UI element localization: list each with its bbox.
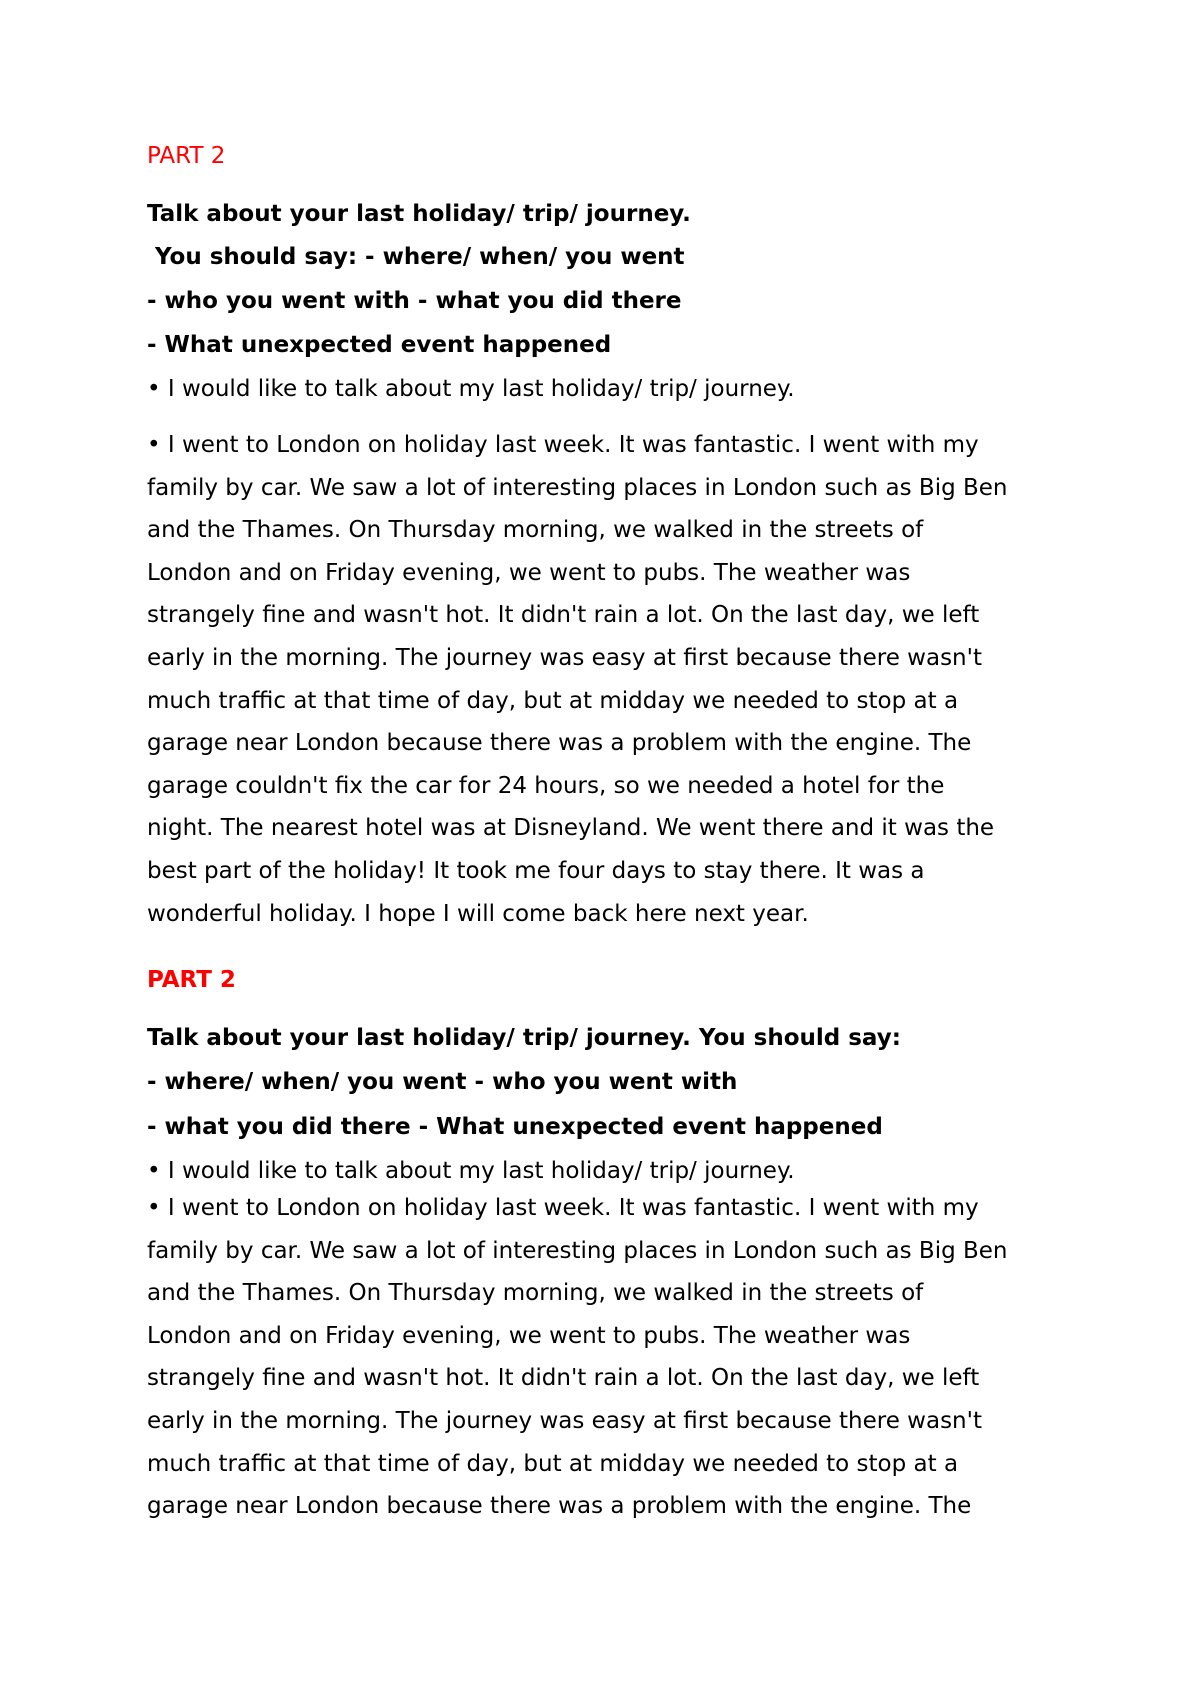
answer-line: garage near London because there was a problem with the engine. The [147, 1493, 972, 1520]
answer-line: garage couldn't fix the car for 24 hours, so we needed a hotel for the [147, 772, 945, 799]
answer-line: best part of the holiday! It took me four days to stay there. It was a [147, 857, 925, 884]
answer-line: strangely fine and wasn't hot. It didn't rain a lot. On the last day, we left [147, 602, 980, 629]
answer-line: early in the morning. The journey was easy at first because there wasn't [147, 644, 982, 671]
answer-line: London and on Friday evening, we went to pubs. The weather was [147, 559, 911, 586]
section1-prompt-line: - What unexpected event happened [147, 332, 612, 358]
section2-prompt-line: - where/ when/ you went - who you went with [147, 1069, 738, 1095]
answer-line: and the Thames. On Thursday morning, we walked in the streets of [147, 1280, 924, 1307]
answer-line: early in the morning. The journey was easy at first because there wasn't [147, 1407, 982, 1434]
answer-line: London and on Friday evening, we went to pubs. The weather was [147, 1322, 911, 1349]
section1-heading: PART 2 [147, 143, 226, 169]
section2-heading: PART 2 [147, 967, 236, 993]
section1-answer [147, 424, 1008, 935]
section1-prompt-line: You should say: - where/ when/ you went [147, 244, 685, 270]
answer-line: • I went to London on holiday last week. It was fantastic. I went with my [147, 432, 979, 458]
section1-prompt-line: - who you went with - what you did there [147, 288, 682, 314]
answer-line: wonderful holiday. I hope I will come back here next year. [147, 900, 809, 927]
answer-line: much traffic at that time of day, but at midday we needed to stop at a [147, 687, 959, 714]
section2-answer [147, 1187, 1008, 1528]
answer-line: and the Thames. On Thursday morning, we walked in the streets of [147, 517, 924, 544]
answer-line: • I went to London on holiday last week. It was fantastic. I went with my [147, 1195, 979, 1221]
section2-intro: • I would like to talk about my last holiday/ trip/ journey. [147, 1158, 795, 1184]
section2-prompt-line: Talk about your last holiday/ trip/ journey. You should say: [147, 1025, 901, 1051]
answer-line: family by car. We saw a lot of interesting places in London such as Big Ben [147, 474, 1008, 501]
section1-prompt-line: Talk about your last holiday/ trip/ journey. [147, 201, 691, 227]
answer-line: night. The nearest hotel was at Disneyland. We went there and it was the [147, 815, 995, 842]
section2-prompt-line: - what you did there - What unexpected event happened [147, 1114, 883, 1140]
answer-line: strangely fine and wasn't hot. It didn't rain a lot. On the last day, we left [147, 1365, 980, 1392]
section1-intro: • I would like to talk about my last holiday/ trip/ journey. [147, 376, 795, 402]
answer-line: much traffic at that time of day, but at midday we needed to stop at a [147, 1450, 959, 1477]
answer-line: family by car. We saw a lot of interesting places in London such as Big Ben [147, 1237, 1008, 1264]
answer-line: garage near London because there was a problem with the engine. The [147, 730, 972, 757]
